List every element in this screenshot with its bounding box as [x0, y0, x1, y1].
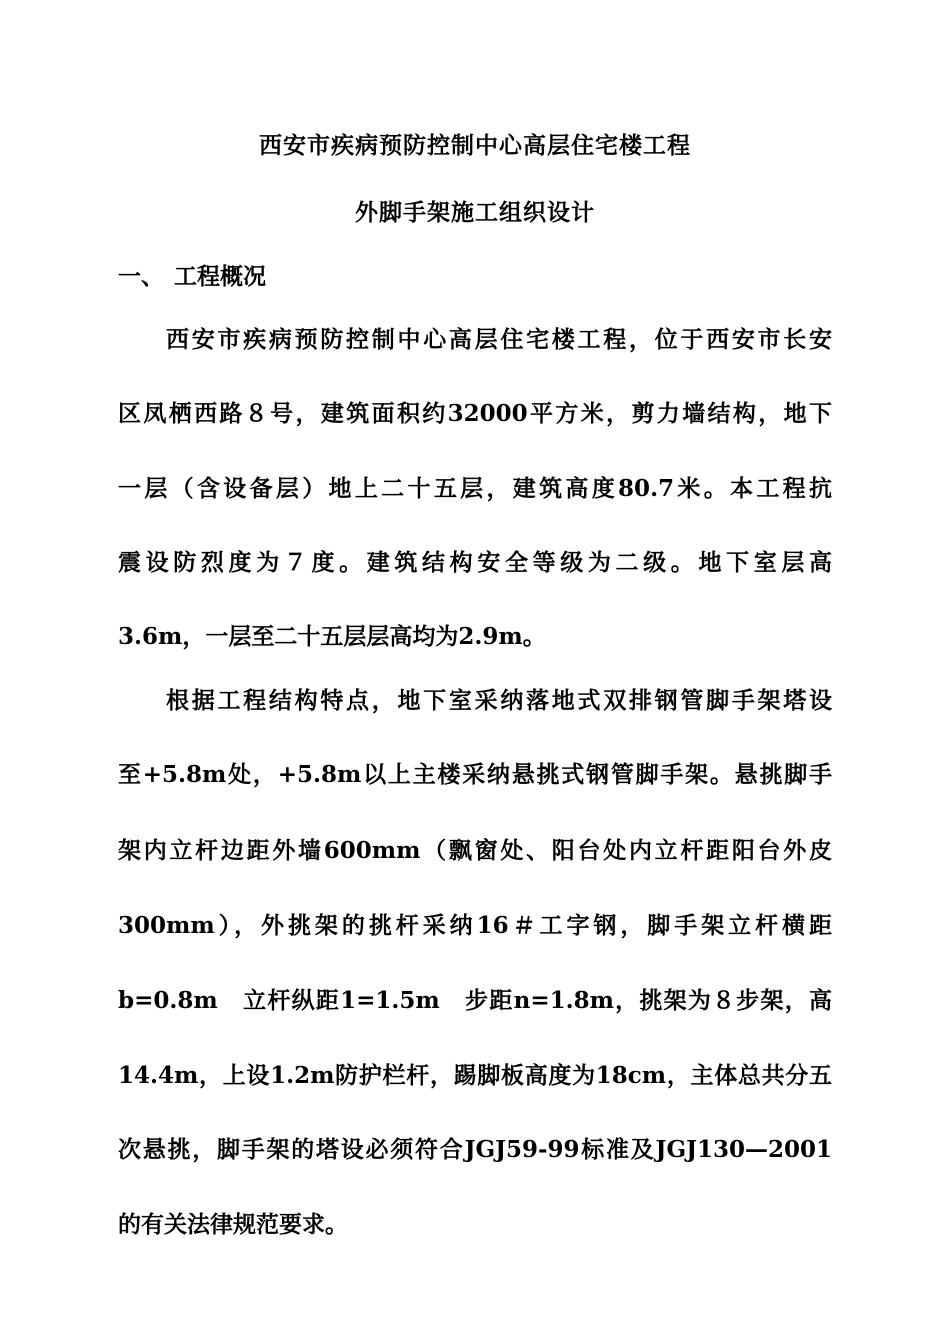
- paragraph-line: 次悬挑，脚手架的塔设必须符合JGJ59-99标准及JGJ130—2001: [118, 1136, 832, 1163]
- paragraph-line: 区凤栖西路８号，建筑面积约32000平方米，剪力墙结构，地下: [118, 400, 832, 427]
- paragraph-line: 3.6m，一层至二十五层层高均为2.9m。: [118, 623, 546, 650]
- paragraph-line: 一层（含设备层）地上二十五层，建筑高度80.7米。本工程抗: [118, 475, 832, 502]
- paragraph-line: 的有关法律规范要求。: [118, 1211, 348, 1238]
- paragraph-line: 根据工程结构特点，地下室采纳落地式双排钢管脚手架塔设: [166, 687, 832, 714]
- paragraph-line: 架内立杆边距外墙600mm（飘窗处、阳台处内立杆距阳台外皮: [118, 837, 832, 864]
- paragraph-line: 14.4m，上设1.2m防护栏杆，踢脚板高度为18cm，主体总共分五: [118, 1062, 832, 1089]
- paragraph-line: 西安市疾病预防控制中心高层住宅楼工程，位于西安市长安: [166, 326, 832, 353]
- paragraph-line: 300mm），外挑架的挑杆采纳16＃工字钢，脚手架立杆横距: [118, 912, 832, 939]
- section-number: 一、: [118, 263, 164, 290]
- document-title-line1: 西安市疾病预防控制中心高层住宅楼工程: [259, 132, 691, 159]
- section-heading-text: 工程概况: [174, 263, 266, 290]
- document-title-line2: 外脚手架施工组织设计: [355, 199, 595, 226]
- section-heading: [118, 262, 266, 292]
- paragraph-line: 至+5.8m处，+5.8m以上主楼采纳悬挑式钢管脚手架。悬挑脚手: [118, 761, 832, 788]
- paragraph-line: 震设防烈度为７度。建筑结构安全等级为二级。地下室层高: [118, 549, 832, 576]
- paragraph-line: b=0.8m 立杆纵距1=1.5m 步距n=1.8m，挑架为８步架，高: [118, 987, 832, 1014]
